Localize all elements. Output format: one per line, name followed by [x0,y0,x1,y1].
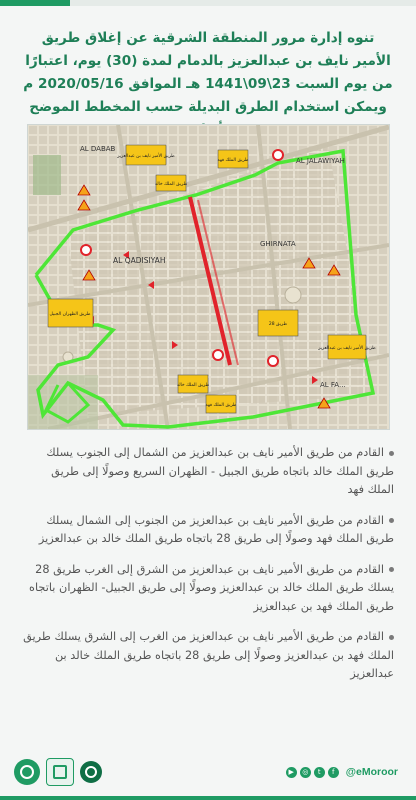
bullet-icon [389,635,394,640]
route-sign [258,310,298,336]
route-sign [48,299,93,327]
bullet-icon [389,451,394,456]
roundabout [285,287,301,303]
svg-text:طريق الملك خالد: طريق الملك خالد [176,383,210,388]
logos-group [14,758,102,786]
svg-text:طريق الملك خالد: طريق الملك خالد [154,182,188,187]
svg-text:طريق الظهران الجبيل: طريق الظهران الجبيل [49,312,91,317]
svg-text:طريق الأمير نايف بن عبدالعزيز: طريق الأمير نايف بن عبدالعزيز [117,154,175,159]
instruction-item [22,628,394,684]
park-area [33,155,61,195]
top-accent-bar [0,0,70,6]
social-handle[interactable]: @eMoroor [345,766,398,778]
instagram-icon[interactable]: ◎ [300,767,311,778]
footer [0,752,416,800]
instruction-text: القادم من طريق الأمير نايف بن عبدالعزيز من الغرب إلى الشرق يسلك طريق الملك فهد بن عبدالعزيز وصولًا إلى طريق 28 باتجاه طريق الملك خالد بن عبدالعزيز [23,630,394,680]
twitter-icon[interactable]: t [314,767,325,778]
instruction-text: القادم من طريق الأمير نايف بن عبدالعزيز من الشرق إلى الغرب طريق 28 يسلك طريق الملك خالد بن عبدالعزيز وصولًا إلى طريق الجبيل- الظهران باتجاه طريق الملك فهد بن عبدالعزيز [29,562,394,613]
security-logo [80,761,102,783]
facebook-icon[interactable]: f [328,767,339,778]
svg-text:طريق الملك فهد: طريق الملك فهد [217,158,249,163]
map-label-al-faisaliyah: AL FA... [320,381,346,389]
road-closure-map [27,124,390,430]
svg-text:طريق الملك فهد: طريق الملك فهد [205,403,237,408]
map-label-al-qadisiyah: AL QADISIYAH [113,256,166,265]
map-label-ghirnata: GHIRNATA [260,240,296,248]
instruction-item [22,444,394,500]
route-sign [155,175,188,191]
route-sign [205,395,236,413]
map-label-al-dabab: AL DABAB [80,145,116,153]
svg-text:طريق 28: طريق 28 [268,322,288,327]
announcement-intro: تنوه إدارة مرور المنطقة الشرقية عن إغلاق طريق الأمير نايف بن عبدالعزيز بالدمام لمدة (30) يوم، اعتبارًا من يوم السبت 23\09\1441 هـ الموافق 2020/05/16 م ويمكن استخدام الطرق البديلة حسب المخطط الموضح [23,30,393,115]
svg-text:طريق الأمير نايف بن عبدالعزيز: طريق الأمير نايف بن عبدالعزيز [318,346,376,351]
map-label-al-jalawiyah: AL JALAWIYAH [296,157,345,165]
instruction-text: القادم من طريق الأمير نايف بن عبدالعزيز من الجنوب إلى الشمال يسلك طريق الملك فهد وصولًا إلى طريق 28 باتجاه طريق الملك خالد بن عبدالعزيز [38,513,394,545]
instruction-text: القادم من طريق الأمير نايف بن عبدالعزيز من الشمال إلى الجنوب يسلك طريق الملك خالد باتجاه طريق الجبيل - الظهران السريع وصولًا إلى طريق الملك فهد [46,446,394,496]
map-svg [28,125,389,429]
bottom-accent-bar [0,796,416,800]
instruction-item [22,561,394,617]
route-sign [177,375,210,393]
traffic-department-logo [14,759,40,785]
bullet-icon [389,518,394,523]
instruction-item [22,512,394,549]
route-sign [217,150,248,168]
social-links [286,766,398,778]
instructions-list [22,444,394,696]
bullet-icon [389,567,394,572]
youtube-icon[interactable]: ▶ [286,767,297,778]
top-accent-bar-light [70,0,416,6]
ministry-logo [46,758,74,786]
